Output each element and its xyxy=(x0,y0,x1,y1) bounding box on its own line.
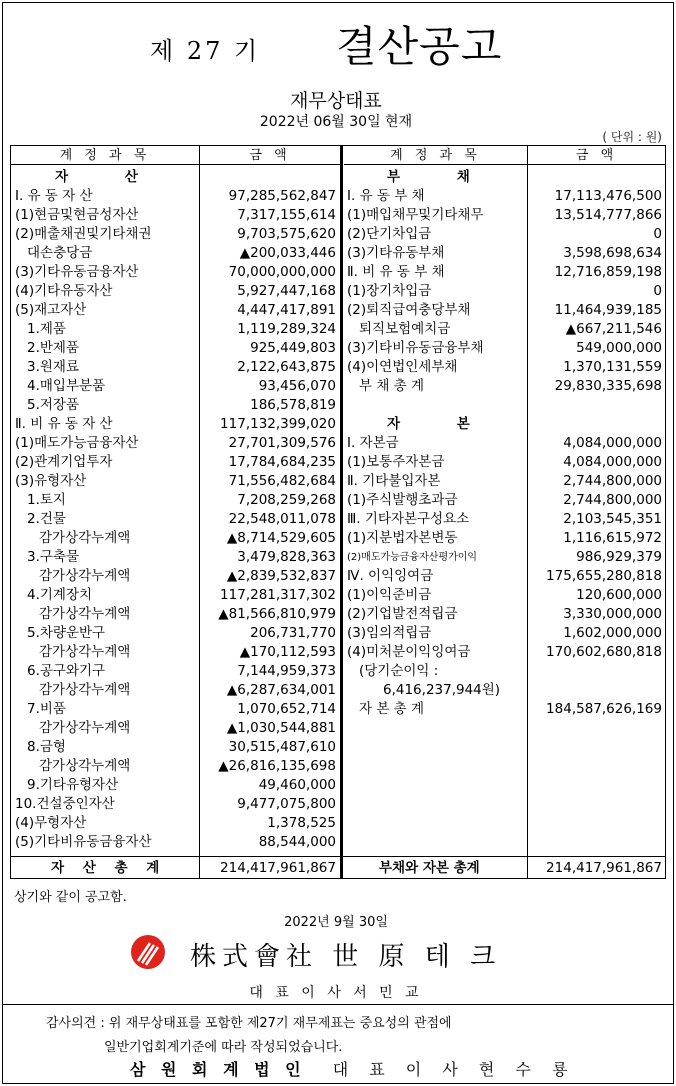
ceo-name: 대 표 이 사 서 민 교 xyxy=(249,985,423,1001)
table-row xyxy=(11,491,665,510)
account-label: 9.기타유형자산 xyxy=(27,777,119,793)
account-label: 퇴직보험예치금 xyxy=(359,321,451,337)
audit-opinion-line-2: 일반기업회계기준에 따라 작성되었습니다. xyxy=(104,1040,343,1055)
account-amount: 29,830,335,698 xyxy=(554,378,662,394)
account-amount: 175,655,280,818 xyxy=(546,568,662,584)
account-label: (4)기타유동자산 xyxy=(15,283,113,299)
account-amount: ▲667,211,546 xyxy=(565,321,662,337)
table-row xyxy=(11,320,665,339)
header-right-amount: 금 액 xyxy=(528,146,665,165)
account-amount: 22,548,011,078 xyxy=(228,511,336,527)
total-liabilities-equity-label: 부채와 자본 총계 xyxy=(379,860,480,876)
total-assets-amount: 214,417,961,867 xyxy=(220,860,336,876)
account-amount: 986,929,379 xyxy=(576,549,662,565)
account-label: (2)기업발전적립금 xyxy=(347,606,458,622)
account-amount: 88,544,000 xyxy=(258,834,336,850)
account-amount: 1,070,652,714 xyxy=(237,701,336,717)
account-label: (1)지분법자본변동 xyxy=(347,530,458,546)
account-label: Ⅰ. 유 동 자 산 xyxy=(15,188,93,204)
account-amount: 4,084,000,000 xyxy=(563,435,662,451)
account-amount: 549,000,000 xyxy=(576,340,662,356)
account-amount: 117,132,399,020 xyxy=(220,416,336,432)
statement-title: 재무상태표 xyxy=(290,90,382,112)
announcement-heading xyxy=(0,14,672,71)
table-row xyxy=(11,396,665,415)
account-label: (3)기타비유동금융부채 xyxy=(347,340,484,356)
account-label: 2.반제품 xyxy=(27,340,80,356)
table-row xyxy=(11,662,665,681)
currency-unit: ( 단위 : 원) xyxy=(602,130,662,144)
divider xyxy=(2,1004,674,1005)
account-label: 6,416,237,944원) xyxy=(383,682,501,698)
table-row xyxy=(11,206,665,225)
account-amount: 120,600,000 xyxy=(576,587,662,603)
table-row xyxy=(11,472,665,491)
account-amount: 206,731,770 xyxy=(250,625,336,641)
account-label: (1)보통주자본금 xyxy=(347,454,445,470)
total-liabilities-equity-amount: 214,417,961,867 xyxy=(546,860,662,876)
account-amount: 170,602,680,818 xyxy=(546,644,662,660)
table-row xyxy=(11,301,665,320)
account-label: (5)재고자산 xyxy=(15,302,87,318)
account-label: (1)매도가능금융자산 xyxy=(15,435,139,451)
account-label: (3)기타유동금융자산 xyxy=(15,264,139,280)
account-amount: 71,556,482,684 xyxy=(228,473,336,489)
auditor xyxy=(130,1057,575,1080)
account-label: 감가상각누계액 xyxy=(39,644,131,660)
table-row xyxy=(11,814,665,833)
account-label: 감가상각누계액 xyxy=(39,568,131,584)
account-label: Ⅰ. 자본금 xyxy=(347,435,399,451)
account-amount: 2,122,643,875 xyxy=(237,359,336,375)
table-row xyxy=(11,358,665,377)
account-amount: 186,578,819 xyxy=(250,397,336,413)
account-amount: 97,285,562,847 xyxy=(228,188,336,204)
audit-opinion-line-1: 감사의견 : 위 재무상태표를 포함한 제27기 재무제표는 중요성의 관점에 xyxy=(46,1016,452,1031)
account-amount: 0 xyxy=(653,283,662,299)
account-label: 7.비품 xyxy=(27,701,66,717)
table-row xyxy=(11,586,665,605)
account-amount: 3,330,000,000 xyxy=(563,606,662,622)
account-label: (1)이익준비금 xyxy=(347,587,432,603)
table-row xyxy=(11,605,665,624)
account-label: 감가상각누계액 xyxy=(39,606,131,622)
account-amount: ▲8,714,529,605 xyxy=(226,530,336,546)
account-label: (2)매도가능금융자산평가이익 xyxy=(347,552,478,563)
table-row xyxy=(11,263,665,282)
table-row xyxy=(11,244,665,263)
account-label: (1)장기차입금 xyxy=(347,283,432,299)
account-amount: 13,514,777,866 xyxy=(554,207,662,223)
balance-sheet-table xyxy=(10,145,666,879)
header-right-account: 계 정 과 목 xyxy=(344,146,527,165)
account-amount: 1,116,615,972 xyxy=(563,530,662,546)
statement-date: 2022년 06월 30일 현재 xyxy=(259,114,413,130)
account-label: (1)현금및현금성자산 xyxy=(15,207,139,223)
account-label: 감가상각누계액 xyxy=(39,682,131,698)
account-label: 부 채 총 계 xyxy=(359,378,425,394)
account-amount: ▲2,839,532,837 xyxy=(226,568,336,584)
account-label: Ⅳ. 이익잉여금 xyxy=(347,568,434,584)
account-label: 2.건물 xyxy=(27,511,66,527)
table-row xyxy=(11,548,665,567)
account-label: (3)유형자산 xyxy=(15,473,87,489)
account-amount: 9,477,075,800 xyxy=(237,796,336,812)
table-row xyxy=(11,415,665,434)
announcement-date: 2022년 9월 30일 xyxy=(284,915,388,930)
company-logo-icon xyxy=(130,934,166,970)
account-amount: 93,456,070 xyxy=(258,378,336,394)
table-row xyxy=(11,833,665,852)
account-amount: ▲200,033,446 xyxy=(239,245,336,261)
table-row xyxy=(11,567,665,586)
account-amount: 184,587,626,169 xyxy=(546,701,662,717)
account-label: (3)기타유동부채 xyxy=(347,245,445,261)
account-label: (4)이연법인세부채 xyxy=(347,359,458,375)
account-amount: ▲1,030,544,881 xyxy=(226,720,336,736)
account-label: 감가상각누계액 xyxy=(39,758,131,774)
account-amount: 2,744,800,000 xyxy=(563,492,662,508)
account-amount: 2,744,800,000 xyxy=(563,473,662,489)
account-label: 5.저장품 xyxy=(27,397,80,413)
account-amount: ▲26,816,135,698 xyxy=(218,758,336,774)
account-label: 1.제품 xyxy=(27,321,66,337)
table-row xyxy=(11,624,665,643)
totals-row xyxy=(11,856,665,878)
auditor-representative: 대 표 이 사 현 수 룡 xyxy=(332,1060,576,1079)
account-amount: 7,317,155,614 xyxy=(237,207,336,223)
total-assets-label: 자 산 총 계 xyxy=(51,860,167,876)
table-row xyxy=(11,225,665,244)
company-name: 株式會社 世 原 테 크 xyxy=(190,942,502,972)
account-label: 10.건설중인자산 xyxy=(15,796,115,812)
account-label: 자 본 xyxy=(387,416,496,432)
account-label: Ⅰ. 유 동 부 채 xyxy=(347,188,425,204)
account-label: 5.차량운반구 xyxy=(27,625,106,641)
account-label: (4)무형자산 xyxy=(15,815,87,831)
table-row xyxy=(11,282,665,301)
table-row xyxy=(11,738,665,757)
header-left-account: 계 정 과 목 xyxy=(11,146,199,165)
table-row xyxy=(11,776,665,795)
account-label: Ⅱ. 비 유 동 부 채 xyxy=(347,264,445,280)
account-label: (1)매입채무및기타채무 xyxy=(347,207,484,223)
account-label: (당기순이익 : xyxy=(359,663,439,679)
account-label: (2)매출채권및기타채권 xyxy=(15,226,152,242)
account-amount: 117,281,317,302 xyxy=(220,587,336,603)
announcement-title: 결산공고 xyxy=(336,22,503,71)
auditor-firm: 삼 원 회 계 법 인 xyxy=(130,1060,306,1079)
account-amount: 70,000,000,000 xyxy=(228,264,336,280)
account-amount: 5,927,447,168 xyxy=(237,283,336,299)
account-label: Ⅱ. 비 유 동 자 산 xyxy=(15,416,113,432)
account-amount: 3,598,698,634 xyxy=(563,245,662,261)
account-amount: 7,144,959,373 xyxy=(237,663,336,679)
account-amount: 30,515,487,610 xyxy=(228,739,336,755)
table-row xyxy=(11,187,665,206)
account-label: 대손충당금 xyxy=(27,245,93,261)
account-amount: 925,449,803 xyxy=(250,340,336,356)
announcement-note: 상기와 같이 공고함. xyxy=(14,890,127,905)
account-label: 1.토지 xyxy=(27,492,66,508)
table-row xyxy=(11,795,665,814)
account-amount: 7,208,259,268 xyxy=(237,492,336,508)
account-label: 6.공구와기구 xyxy=(27,663,106,679)
account-label: (2)퇴직급여충당부채 xyxy=(347,302,471,318)
account-label: (4)미처분이익잉여금 xyxy=(347,644,471,660)
account-amount: 17,113,476,500 xyxy=(554,188,662,204)
account-amount: 3,479,828,363 xyxy=(237,549,336,565)
account-label: Ⅱ. 기타불입자본 xyxy=(347,473,441,489)
table-row xyxy=(11,681,665,700)
table-row xyxy=(11,510,665,529)
account-label: 4.매입부분품 xyxy=(27,378,106,394)
account-amount: ▲170,112,593 xyxy=(239,644,336,660)
table-row xyxy=(11,453,665,472)
account-label: 자 산 xyxy=(55,169,164,185)
account-label: (1)주식발행초과금 xyxy=(347,492,458,508)
account-amount: 1,370,131,559 xyxy=(563,359,662,375)
account-amount: ▲81,566,810,979 xyxy=(218,606,336,622)
account-amount: 4,447,417,891 xyxy=(237,302,336,318)
table-row xyxy=(11,529,665,548)
account-label: 4.기계장치 xyxy=(27,587,93,603)
account-label: 감가상각누계액 xyxy=(39,530,131,546)
account-label: 8.금형 xyxy=(27,739,66,755)
table-row xyxy=(11,643,665,662)
account-amount: 9,703,575,620 xyxy=(237,226,336,242)
account-label: (2)단기차입금 xyxy=(347,226,432,242)
table-row xyxy=(11,434,665,453)
table-row xyxy=(11,168,665,187)
account-amount: 12,716,859,198 xyxy=(554,264,662,280)
fiscal-period: 제 27 기 xyxy=(150,37,261,65)
account-amount: 49,460,000 xyxy=(258,777,336,793)
account-label: (3)임의적립금 xyxy=(347,625,432,641)
table-row xyxy=(11,377,665,396)
header-left-amount: 금 액 xyxy=(200,146,340,165)
account-label: 자 본 총 계 xyxy=(359,701,425,717)
table-row xyxy=(11,719,665,738)
account-amount: 1,378,525 xyxy=(267,815,336,831)
account-amount: 2,103,545,351 xyxy=(563,511,662,527)
account-amount: 4,084,000,000 xyxy=(563,454,662,470)
account-label: 부 채 xyxy=(387,169,496,185)
table-row xyxy=(11,700,665,719)
account-label: Ⅲ. 기타자본구성요소 xyxy=(347,511,470,527)
account-amount: ▲6,287,634,001 xyxy=(226,682,336,698)
account-amount: 1,602,000,000 xyxy=(563,625,662,641)
table-row xyxy=(11,757,665,776)
account-label: 감가상각누계액 xyxy=(39,720,131,736)
account-amount: 0 xyxy=(653,226,662,242)
account-label: (2)관계기업투자 xyxy=(15,454,113,470)
account-label: 3.원재료 xyxy=(27,359,80,375)
table-row xyxy=(11,339,665,358)
account-label: 3.구축물 xyxy=(27,549,80,565)
account-amount: 1,119,289,324 xyxy=(237,321,336,337)
account-amount: 11,464,939,185 xyxy=(554,302,662,318)
account-label: (5)기타비유동금융자산 xyxy=(15,834,152,850)
account-amount: 27,701,309,576 xyxy=(228,435,336,451)
account-amount: 17,784,684,235 xyxy=(228,454,336,470)
